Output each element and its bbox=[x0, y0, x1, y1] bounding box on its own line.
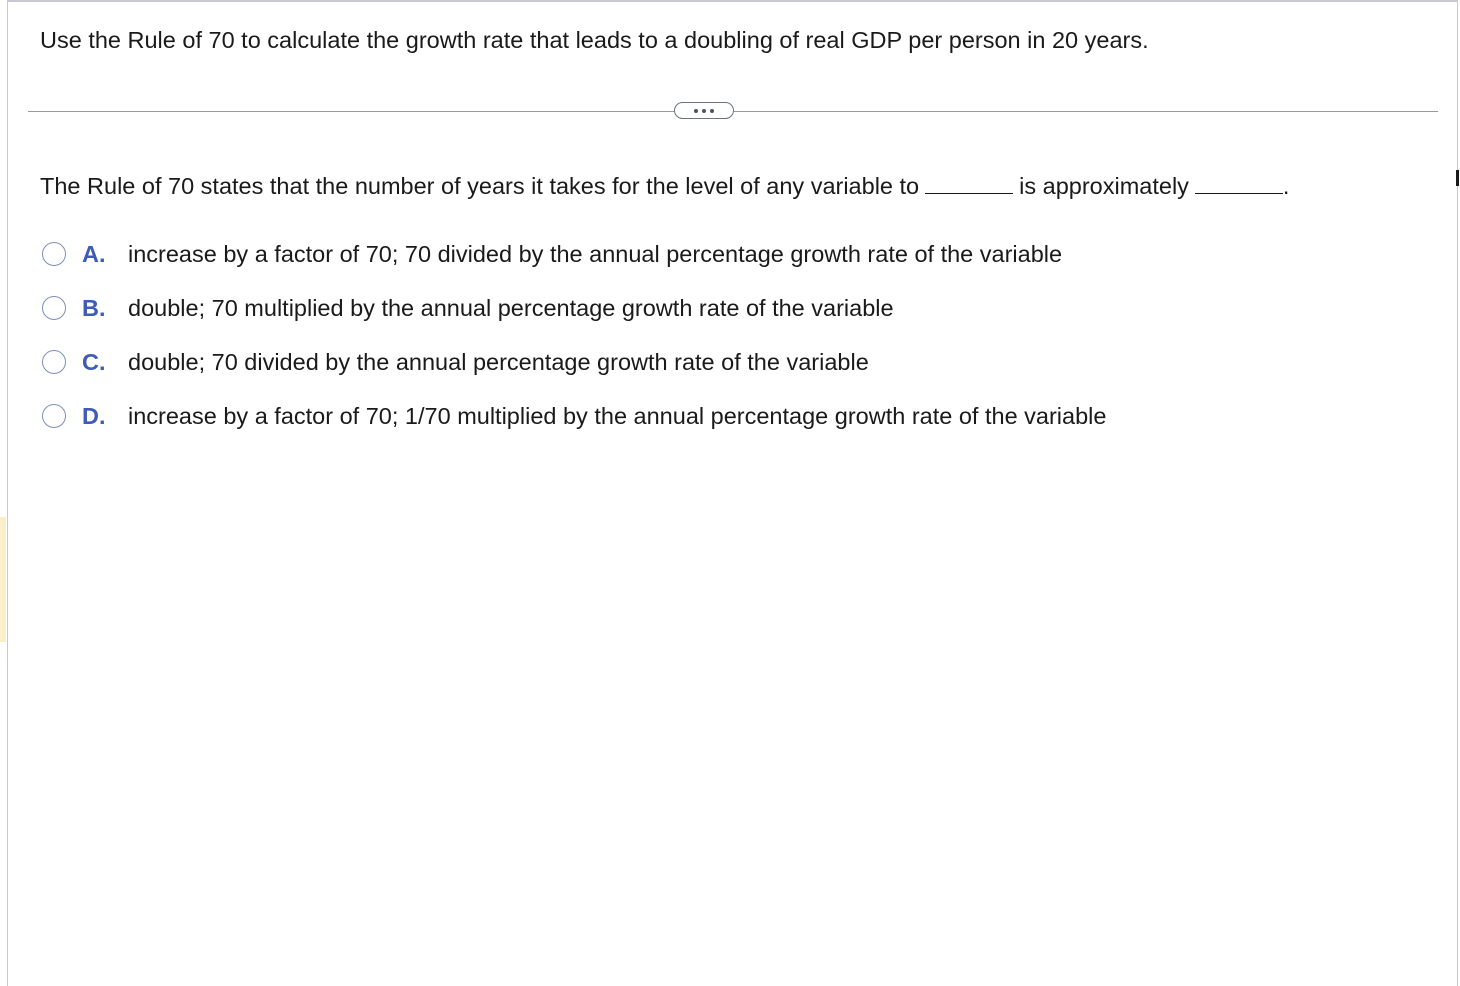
answer-blank-1 bbox=[925, 173, 1013, 194]
question-text: Use the Rule of 70 to calculate the growth rate that leads to a doubling of real GDP per person in 20 years. bbox=[40, 27, 1149, 53]
ellipsis-icon bbox=[694, 109, 698, 113]
radio-button-d[interactable] bbox=[42, 404, 66, 428]
option-text: double; 70 divided by the annual percentage growth rate of the variable bbox=[128, 348, 869, 375]
statement-end: . bbox=[1282, 173, 1290, 199]
option-letter: C. bbox=[82, 348, 106, 375]
statement-part-1: The Rule of 70 states that the number of years it takes for the level of any variable to bbox=[40, 173, 920, 199]
left-accent-bar bbox=[0, 517, 6, 642]
option-d[interactable] bbox=[42, 400, 1107, 432]
content-frame bbox=[7, 0, 1458, 986]
fill-in-statement bbox=[40, 172, 1289, 200]
option-b[interactable] bbox=[42, 292, 894, 324]
radio-button-a[interactable] bbox=[42, 242, 66, 266]
ellipsis-icon bbox=[710, 109, 714, 113]
option-letter: B. bbox=[82, 294, 106, 321]
answer-blank-2 bbox=[1195, 173, 1283, 194]
ellipsis-icon bbox=[702, 109, 706, 113]
radio-button-c[interactable] bbox=[42, 350, 66, 374]
option-letter: D. bbox=[82, 402, 106, 429]
statement-part-2: is approximately bbox=[1019, 173, 1189, 199]
option-letter: A. bbox=[82, 240, 106, 267]
option-text: increase by a factor of 70; 70 divided by the annual percentage growth rate of the variable bbox=[128, 240, 1063, 267]
option-c[interactable] bbox=[42, 346, 869, 378]
option-text: double; 70 multiplied by the annual percentage growth rate of the variable bbox=[128, 294, 894, 321]
radio-button-b[interactable] bbox=[42, 296, 66, 320]
right-edge-marker bbox=[1456, 170, 1459, 186]
option-text: increase by a factor of 70; 1/70 multiplied by the annual percentage growth rate of the variable bbox=[128, 402, 1107, 429]
option-a[interactable] bbox=[42, 238, 1063, 270]
expand-more-button[interactable] bbox=[674, 102, 734, 119]
